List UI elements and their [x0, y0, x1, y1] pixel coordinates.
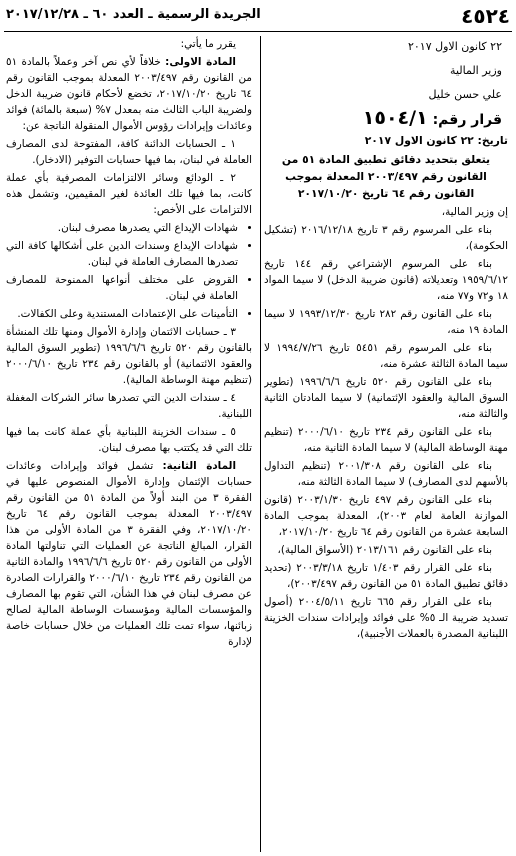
list-item: • شهادات الإيداع وسندات الدين على أشكالها كافة التي تصدرها المصارف العاملة في لبنان. — [6, 238, 238, 270]
gazette-title: الجريدة الرسمية ـ العدد ٦٠ ـ ٢٠١٧/١٢/٢٨ — [6, 7, 261, 22]
recital: بناء على المرسوم الإشتراعي رقم ١٤٤ تاريخ ١٩٥٩/٦/١٢ وتعديلاته (قانون ضريبة الدخل) لا سيما المواد ١٨ و٧٢ و٧٧ منه، — [264, 258, 508, 302]
article-2-title: المادة الثانية: — [162, 460, 237, 472]
header-rule — [4, 31, 512, 32]
item-5: ٥ ـ سندات الخزينة اللبنانية بأي عملة كانت بما فيها تلك التي قد يكتتب بها مصرف لبنان. — [6, 426, 252, 454]
article-2 — [6, 458, 252, 650]
list-item: • التأمينات على الإعتمادات المستندية وعلى الكفالات. — [6, 306, 238, 322]
recital: بناء على القانون رقم ٢٠١٣/١٦١ (الأسواق المالية)، — [277, 544, 492, 556]
decision-date: تاريخ: ٢٢ كانون الاول ٢٠١٧ — [364, 134, 508, 147]
decision-number: ١٥٠٤/١ — [362, 107, 428, 129]
article-1-title: المادة الاولى: — [165, 56, 236, 68]
article-1-text: خلافاً لأي نص آخر وعملاً بالمادة ٥١ من القانون رقم ٢٠٠٣/٤٩٧ المعدلة بموجب القانون رقم ٦٤ تاريخ ٢٠١٧/١٠/٢٠، تخضع لأحكام قانون ضريبة الدخل ولضريبة الباب الثالث منه بمعدل ٧% (سبعة بالمائة) فوائد وعائدات وإيرادات رؤوس الأموال المنقولة الناتجة عن: — [6, 56, 252, 132]
recital: بناء على القانون رقم ٢٣٤ تاريخ ٢٠٠٠/٦/١٠ (تنظيم مهنة الوساطة المالية) لا سيما المادة الثانية منه، — [264, 426, 508, 454]
recital: بناء على المرسوم رقم ٥٤٥١ تاريخ ١٩٩٤/٧/٢٦ لا سيما المادة الثالثة عشرة منه، — [264, 342, 508, 370]
signature-date: ٢٢ كانون الاول ٢٠١٧ — [407, 40, 502, 53]
recital: بناء على القانون رقم ٤٩٧ تاريخ ٢٠٠٣/١/٣٠ (قانون الموازنة العامة لعام ٢٠٠٣)، المعدلة بموجب المادة السابعة عشرة من القانون رقم ٦٤ تاريخ ٢٠١٧/١٠/٢٠، — [264, 494, 508, 538]
article-2-text: تشمل فوائد وإيرادات وعائدات حسابات الإئتمان وإدارة الأموال المنصوص عليها في الفقرة ٣ من البند أولاً من المادة ٥١ من القانون رقم ٢٠٠٣/٤٩٧ المعدلة بموجب القانون رقم ٦٤ تاريخ ٢٠١٧/١٠/٢٠، وفي الفقرة ٣ من المادة الأولى من هذا القرار، المبالغ الناتجة عن العمليات التي تناولتها المادة الأولى من القانون رقم ٥٢٠ تاريخ ١٩٩٦/٦/٦ والمادة الثانية من القانون رقم ٢٣٤ تاريخ ٢٠٠٠/٦/١٠ والقرارات الصادرة عن مصرف لبنان في هذا الشأن، التي تقوم بها المصارف والمؤسسات المالية ومؤسسات الوساطة المالية لصالح زبائنها، سواء تمت تلك العمليات من خلال حسابات خاصة لإدارة — [6, 460, 252, 648]
recital: بناء على القانون رقم ٢٠٠١/٣٠٨ (تنظيم التداول بالأسهم لدى المصارف) لا سيما المادة الثالثة منه، — [264, 460, 508, 488]
item-2: ٢ ـ الودائع وسائر الالتزامات المصرفية بأي عملة كانت، بما فيها تلك العائدة لغير المقيمين، وتشمل هذه الالتزامات على الأخص: — [6, 172, 252, 216]
decision-subject: يتعلق بتحديد دقائق تطبيق المادة ٥١ من القانون رقم ٢٠٠٣/٤٩٧ المعدلة بموجب القانون رقم ٦٤ تاريخ ٢٠١٧/١٠/٢٠ — [281, 153, 491, 200]
item-1: ١ ـ الحسابات الدائنة كافة، المفتوحة لدى المصارف العاملة في لبنان، بما فيها حسابات التوفير (الادخار). — [6, 138, 252, 166]
recital: بناء على القرار رقم ٦٦٥ تاريخ ٢٠٠٤/٥/١١ (أصول تسديد ضريبة الـ ٥% على فوائد وإيرادات سندات الخزينة اللبنانية المصدرة بالعملات الأجنبية)، — [264, 596, 508, 640]
right-column — [264, 36, 508, 854]
list-item: • القروض على مختلف أنواعها الممنوحة للمصارف العاملة في لبنان. — [6, 272, 238, 304]
page-number: ٤٥٢٤ — [461, 4, 510, 28]
signature-name: علي حسن خليل — [428, 88, 502, 101]
item-2-list — [6, 220, 252, 322]
decision-number-line — [264, 108, 508, 130]
recital: بناء على المرسوم رقم ٣ تاريخ ٢٠١٦/١٢/١٨ (تشكيل الحكومة)، — [264, 224, 508, 252]
left-column — [6, 36, 252, 854]
decision-label: قرار رقم: — [432, 112, 502, 128]
article-1 — [6, 54, 252, 134]
list-item: • شهادات الإيداع التي يصدرها مصرف لبنان. — [6, 220, 238, 236]
intro: إن وزير المالية، — [441, 206, 508, 218]
recital: بناء على القانون رقم ٥٢٠ تاريخ ١٩٩٦/٦/٦ (تطوير السوق المالية والعقود الإئتمانية) لا سيما المادتان الثانية والثالثة منه، — [264, 376, 508, 420]
recital: بناء على القرار رقم ١/٤٠٣ تاريخ ٢٠٠٣/٣/١٨ (تحديد دقائق تطبيق المادة ٥١ من القانون رقم ٢٠٠٣/٤٩٧)، — [264, 562, 508, 590]
item-3: ٣ ـ حسابات الائتمان وإدارة الأموال ومنها تلك المنشأة بالقانون رقم ٥٢٠ تاريخ ١٩٩٦/٦/٦ (تطوير السوق المالية والعقود الائتمانية) أو بالقانون رقم ٢٣٤ تاريخ ٢٠٠٠/٦/١٠ (تنظيم مهنة الوساطة المالية). — [6, 326, 252, 386]
recital: بناء على القانون رقم ٢٨٢ تاريخ ١٩٩٣/١٢/٣٠ لا سيما المادة ١٩ منه، — [264, 308, 508, 336]
column-divider — [260, 36, 261, 852]
item-4: ٤ ـ سندات الدين التي تصدرها سائر الشركات المغفلة اللبنانية. — [6, 392, 252, 420]
page-header — [6, 4, 510, 30]
signature-title: وزير المالية — [450, 64, 502, 77]
decides: يقرر ما يأتي: — [180, 38, 236, 50]
